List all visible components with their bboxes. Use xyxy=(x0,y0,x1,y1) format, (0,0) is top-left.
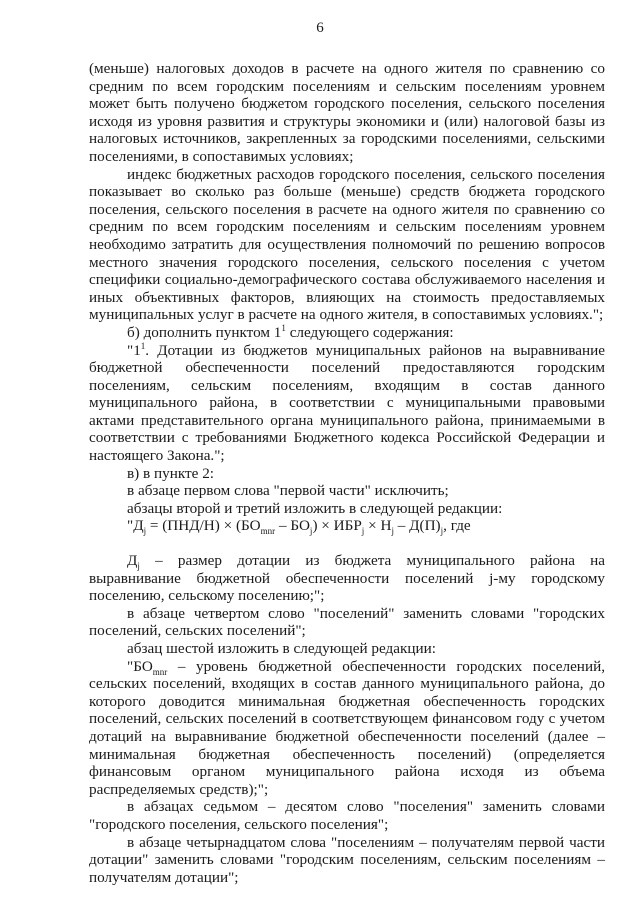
document-body xyxy=(89,60,605,886)
formula-part: × Н xyxy=(364,517,392,535)
paragraph-sixth-abzats: абзац шестой изложить в следующей редакции: xyxy=(127,640,436,657)
superscript: 1 xyxy=(140,340,146,351)
formula-part: – БО xyxy=(275,517,310,535)
subscript: j xyxy=(137,561,140,572)
formula-subscript: j xyxy=(143,526,147,537)
formula-subscript: j xyxy=(391,526,394,537)
paragraph-bo-definition xyxy=(89,658,605,799)
page-number: 6 xyxy=(316,20,324,36)
superscript: 1 xyxy=(281,322,286,333)
text-fragment: следующего содержания: xyxy=(285,323,454,341)
text-fragment: Д xyxy=(127,552,138,570)
formula-part: = (ПНД/Н) × (БО xyxy=(146,517,261,535)
text-fragment: "БО xyxy=(127,657,153,675)
formula-part: ) × ИБР xyxy=(312,517,362,535)
paragraph-seventh-tenth-abzats: в абзацах седьмом – десятом слово "поселения" заменить словами "городского поселения, сельского поселения"; xyxy=(89,798,605,833)
subscript: mnr xyxy=(152,666,168,677)
paragraph-budget-expenditure-index: индекс бюджетных расходов городского поселения, сельского поселения показывает во сколько раз больше (меньше) средств бюджета городского поселения, сельского поселения в расчете на одного жителя по сравнению со средним по всем городским поселениям и сельским поселениям уровнем необходимо затратить для осуществления полномочий по решению вопросов местного значения городского поселения, сельского поселения с учетом специфики социально-демографического состава обслуживаемого населения и иных объективных факторов, влияющих на стоимость предоставляемых муниципальных услуг в расчете на одного жителя, в сопоставимых условиях."; xyxy=(89,165,605,324)
formula xyxy=(89,517,605,535)
formula-part: – Д(П) xyxy=(393,517,441,535)
text-fragment: – размер дотации из бюджета муниципального района на выравнивание бюджетной обеспеченности поселений j-му городскому поселению, сельскому поселению;"; xyxy=(89,552,605,605)
formula-subscript: j xyxy=(440,526,444,537)
paragraph-fourth-abzats: в абзаце четвертом слово "поселений" заменить словами "городских поселений, сельских поселений"; xyxy=(89,604,605,640)
formula-subscript: j xyxy=(361,526,365,537)
formula-subscript: mnr xyxy=(260,526,276,537)
formula-part: "Д xyxy=(127,517,144,535)
paragraph-item-1-1 xyxy=(89,342,605,465)
paragraph-subsidy-definition xyxy=(89,552,605,605)
formula-subscript: j xyxy=(309,526,313,537)
paragraph-exclude-words: в абзаце первом слова "первой части" исключить; xyxy=(127,482,449,500)
formula-part: , где xyxy=(443,517,471,535)
paragraph-in-item-2: в) в пункте 2: xyxy=(127,464,215,482)
paragraph-add-item xyxy=(89,324,605,342)
text-fragment: б) дополнить пунктом 1 xyxy=(127,323,282,341)
paragraph-fourteenth-abzats: в абзаце четырнадцатом слова "поселениям – получателям первой части дотации" заменить словами "городским поселениям, сельским поселениям – получателям дотации"; xyxy=(89,833,605,886)
text-fragment: "1 xyxy=(127,341,141,359)
paragraph-new-wording: абзацы второй и третий изложить в следующей редакции: xyxy=(127,499,503,517)
text-fragment: . Дотации из бюджетов муниципальных районов на выравнивание бюджетной обеспеченности поселений предоставляются городским поселениям, сельским поселениям, входящим в состав данного муниципального района, в соответствии с муниципальными правовыми актами представительного органа муниципального района, принимаемыми в соответствии с требованиями Бюджетного кодекса Российской Федерации и настоящего Закона."; xyxy=(89,341,605,465)
paragraph-tax-revenue-continuation: (меньше) налоговых доходов в расчете на одного жителя по сравнению со средним по всем городским поселениям и сельским поселениям уровнем может быть получено бюджетом городского поселения, сельского поселения исходя из уровня развития и структуры экономики и (или) налоговой базы из налоговых источников, закрепленных за городскими поселениями, сельскими поселениями, в сопоставимых условиях; xyxy=(89,60,605,165)
text-fragment: – уровень бюджетной обеспеченности городских поселений, сельских поселений, входящих в состав данного муниципального района, до которого доводится минимальная бюджетная обеспеченность городских поселений, сельских поселений в соответствующем финансовом году с учетом дотаций на выравнивание бюджетной обеспеченности поселений (далее – минимальная бюджетная обеспеченность поселений) (определяется финансовым органом муниципального района исходя из объема распределяемых средств);"; xyxy=(89,657,605,798)
